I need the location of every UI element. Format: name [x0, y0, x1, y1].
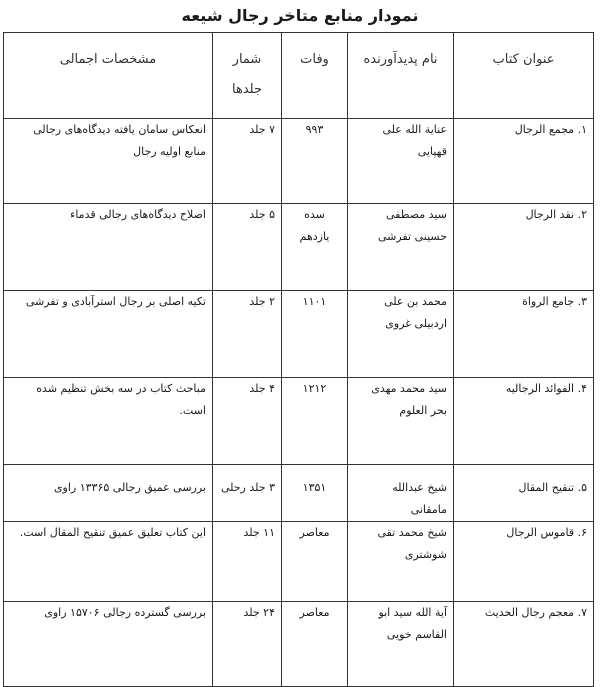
- author-cell: سید مصطفی حسینی تفرشی: [348, 204, 454, 291]
- volume-count-cell: ۳ جلد رحلی: [213, 465, 282, 522]
- volume-count-cell: ۲۴ جلد: [213, 602, 282, 687]
- book-title-cell: ۶. قاموس الرجال: [454, 522, 594, 602]
- description-cell: انعکاس سامان یافته دیدگاه‌های رجالی منابع اولیه رجال: [4, 119, 213, 204]
- author-cell: محمد بن علی اردبیلی غروی: [348, 291, 454, 378]
- book-title-cell: ۴. الفوائد الرجالیه: [454, 378, 594, 465]
- table-row: [4, 602, 594, 687]
- table-row: [4, 119, 594, 204]
- book-title-cell: ۳. جامع الرواة: [454, 291, 594, 378]
- book-title-cell: ۵. تنقیح المقال: [454, 465, 594, 522]
- description-cell: مباحث کتاب در سه بخش تنظیم شده است.: [4, 378, 213, 465]
- author-cell: سید محمد مهدی بحر العلوم: [348, 378, 454, 465]
- death-year-cell: ۱۱۰۱: [282, 291, 348, 378]
- page-title: نمودار منابع متاخر رجال شیعه: [181, 6, 419, 25]
- book-title-cell: ۷. معجم رجال الحدیث: [454, 602, 594, 687]
- volume-count-cell: ۵ جلد: [213, 204, 282, 291]
- description-cell: تکیه اصلی بر رجال استرآبادی و تفرشی: [4, 291, 213, 378]
- table-row: [4, 465, 594, 522]
- header-book-title: عنوان کتاب: [454, 33, 594, 119]
- volume-count-cell: ۱۱ جلد: [213, 522, 282, 602]
- table-row: [4, 378, 594, 465]
- description-cell: اصلاح دیدگاه‌های رجالی قدماء: [4, 204, 213, 291]
- header-description: مشخصات اجمالی: [4, 33, 213, 119]
- description-cell: بررسی عمیق رجالی ۱۳۳۶۵ راوی: [4, 465, 213, 522]
- table-row: [4, 291, 594, 378]
- death-year-cell: ۱۲۱۲: [282, 378, 348, 465]
- author-cell: شیخ عبدالله مامقانی: [348, 465, 454, 522]
- header-author: نام پدیدآورنده: [348, 33, 454, 119]
- author-cell: عنایة الله علی قهپایی: [348, 119, 454, 204]
- table-row: [4, 204, 594, 291]
- volume-count-cell: ۲ جلد: [213, 291, 282, 378]
- rijal-sources-table: [3, 32, 594, 687]
- author-cell: آیة الله سید ابو القاسم خویی: [348, 602, 454, 687]
- volume-count-cell: ۴ جلد: [213, 378, 282, 465]
- author-cell: شیخ محمد تقی شوشتری: [348, 522, 454, 602]
- book-title-cell: ۲. نقد الرجال: [454, 204, 594, 291]
- book-title-cell: ۱. مجمع الرجال: [454, 119, 594, 204]
- description-cell: بررسی گسترده رجالی ۱۵۷۰۶ راوی: [4, 602, 213, 687]
- description-cell: این کتاب تعلیق عمیق تنقیح المقال است.: [4, 522, 213, 602]
- death-year-cell: معاصر: [282, 522, 348, 602]
- header-death-year: وفات: [282, 33, 348, 119]
- death-year-cell: ۱۳۵۱: [282, 465, 348, 522]
- table-header-row: [4, 33, 594, 119]
- table-row: [4, 522, 594, 602]
- volume-count-cell: ۷ جلد: [213, 119, 282, 204]
- death-year-cell: سده یازدهم: [282, 204, 348, 291]
- header-volume-count: شمار جلدها: [213, 33, 282, 119]
- death-year-cell: معاصر: [282, 602, 348, 687]
- death-year-cell: ۹۹۳: [282, 119, 348, 204]
